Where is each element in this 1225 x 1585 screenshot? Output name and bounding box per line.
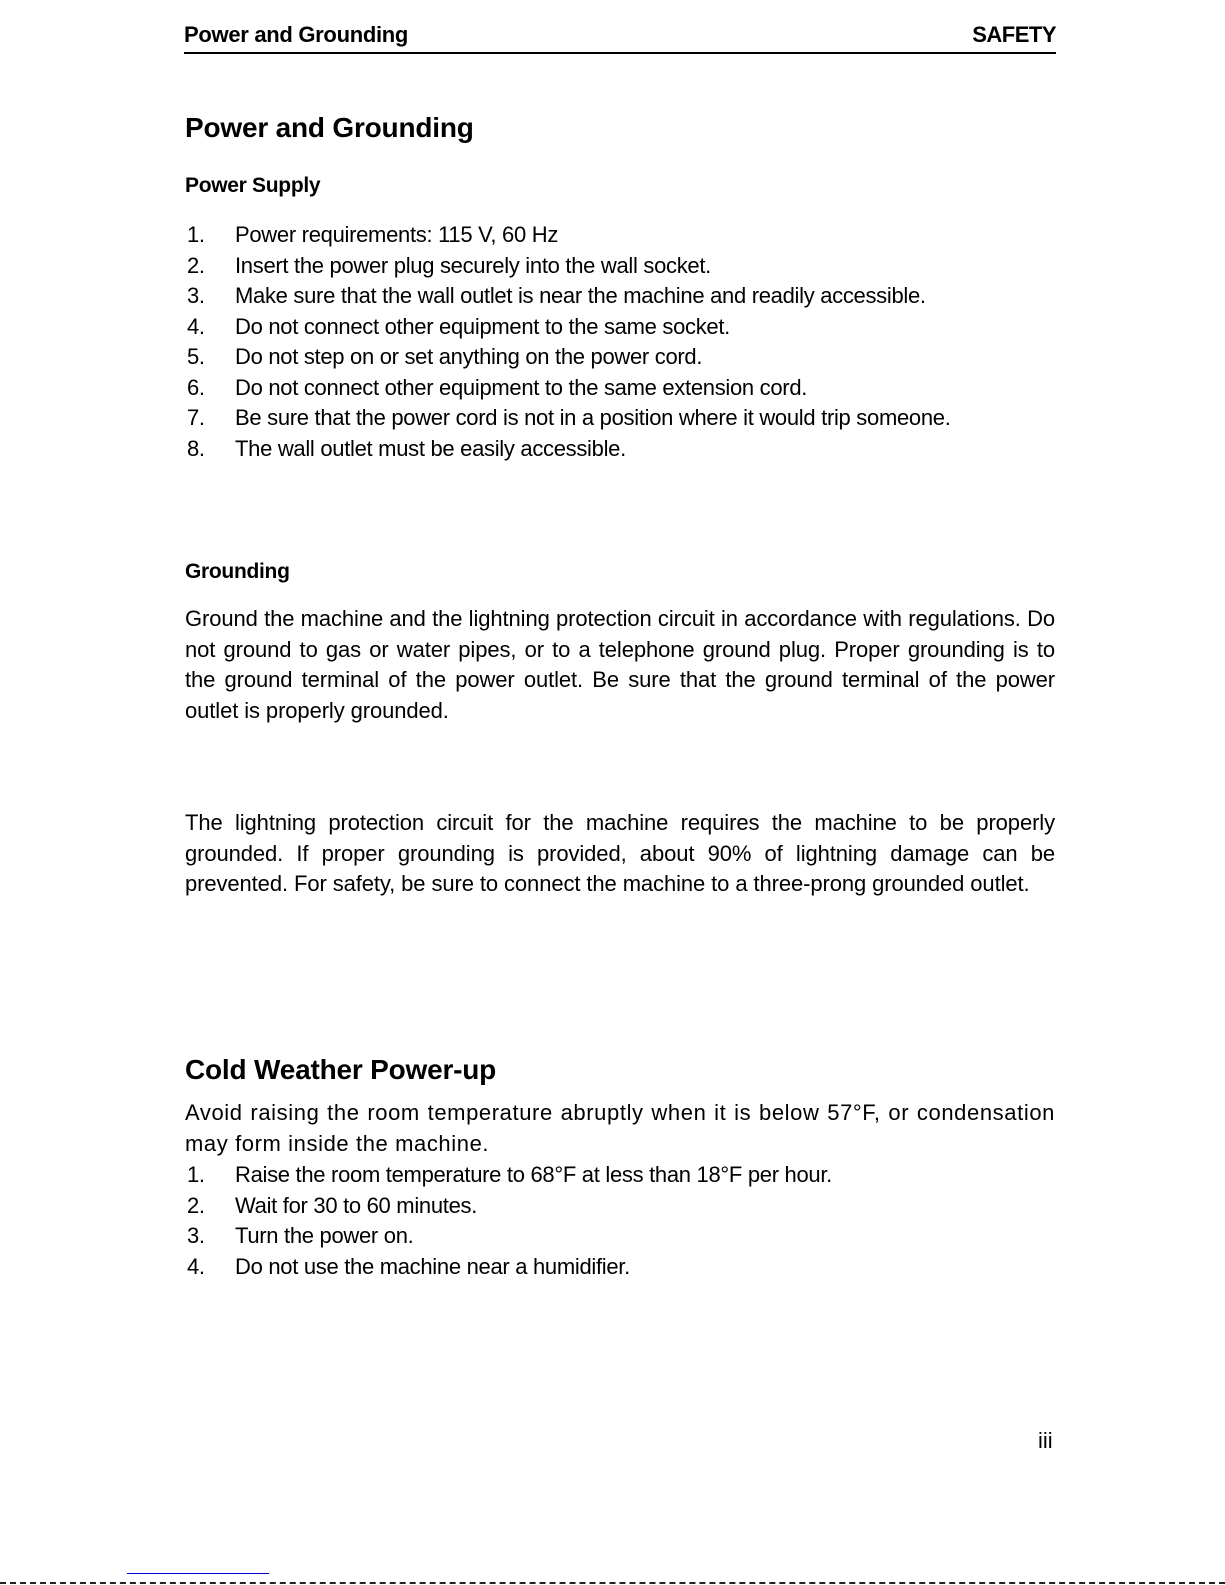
list-item [185,220,985,251]
list-item-number: 2. [187,252,205,278]
list-item-text: Power requirements: 115 V, 60 Hz [235,222,559,247]
list-item-number: 7. [187,405,205,430]
list-item-number: 2. [187,1192,205,1218]
grounding-paragraph-1: Ground the machine and the lightning protection circuit in accordance with regulations. Do not ground to gas or water pipes, or to a telephone ground plug. Proper grounding is to the ground terminal of the power outlet. Be sure that the ground terminal of the power outlet is properly grounded. [185,606,1055,723]
power-supply-list [185,220,985,464]
list-item-text: Do not step on or set anything on the power cord. [235,344,703,369]
running-header-title: Power and Grounding [184,22,409,47]
list-item-text: Insert the power plug securely into the wall socket. [235,252,711,278]
list-item-text: Be sure that the power cord is not in a position where it would trip someone. [235,405,951,430]
list-item-number: 3. [187,283,205,308]
list-item [185,312,985,343]
running-header [184,20,1056,54]
list-item [185,1221,985,1252]
page-number: iii [1038,1428,1053,1453]
list-item-number: 1. [187,222,205,247]
link-underline [127,1573,269,1574]
subheading-power-supply: Power Supply [185,174,321,197]
list-item [185,281,935,312]
list-item-text: The wall outlet must be easily accessible. [235,435,626,461]
page-bottom-border [0,1582,1225,1584]
list-item-text: Turn the power on. [235,1223,414,1248]
list-item-text: Wait for 30 to 60 minutes. [235,1192,478,1218]
list-item-text: Make sure that the wall outlet is near the machine and readily accessible. [235,283,926,308]
section-title-cold-weather: Cold Weather Power-up [185,1054,497,1085]
list-item [185,434,985,465]
list-item-number: 3. [187,1223,205,1248]
list-item-text: Do not connect other equipment to the same extension cord. [235,374,808,400]
list-item [185,373,985,404]
list-item-text: Do not use the machine near a humidifier. [235,1253,630,1279]
section-title-power-grounding: Power and Grounding [185,112,474,143]
cold-weather-intro: Avoid raising the room temperature abruptly when it is below 57°F, or condensation may form inside the machine. [185,1100,1055,1156]
list-item-number: 6. [187,374,205,400]
list-item-text: Do not connect other equipment to the same socket. [235,313,730,339]
list-item-number: 1. [187,1162,205,1187]
list-item-number: 4. [187,1253,205,1279]
list-item-number: 5. [187,344,205,369]
list-item [185,342,985,373]
list-item-number: 4. [187,313,205,339]
list-item [185,251,985,282]
subheading-grounding: Grounding [185,560,290,583]
list-item-text: Raise the room temperature to 68°F at less than 18°F per hour. [235,1162,832,1187]
list-item-number: 8. [187,435,205,461]
list-item [185,1252,985,1283]
list-item [185,403,1025,434]
running-header-section: SAFETY [972,22,1056,47]
cold-weather-steps [185,1160,985,1282]
list-item [185,1160,985,1191]
list-item [185,1191,985,1222]
grounding-paragraph-2: The lightning protection circuit for the machine requires the machine to be properly grounded. If proper grounding is provided, about 90% of lightning damage can be prevented. For safety, be sure to connect the machine to a three-prong grounded outlet. [185,810,1055,896]
